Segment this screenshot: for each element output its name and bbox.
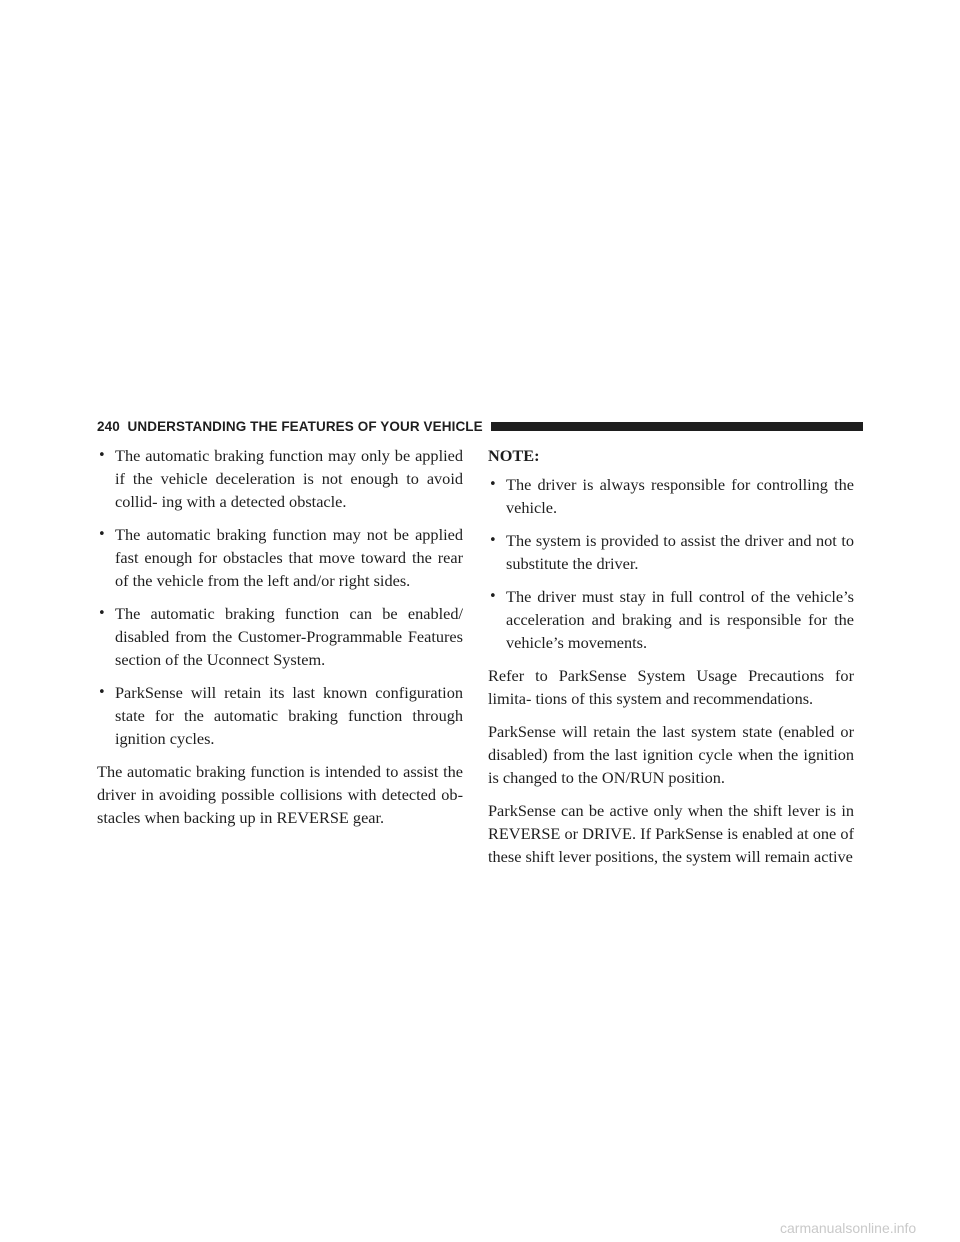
bullet-icon: • <box>489 589 497 604</box>
list-item <box>97 681 463 750</box>
left-column <box>97 444 463 839</box>
page-header-text <box>97 419 483 434</box>
header-rule <box>491 422 863 431</box>
bullet-icon: • <box>489 533 497 548</box>
bullet-icon: • <box>98 527 106 542</box>
section-title: UNDERSTANDING THE FEATURES OF YOUR VEHICLE <box>127 418 483 434</box>
page-header <box>97 417 863 435</box>
left-bullet-list <box>97 444 463 750</box>
body-paragraph: ParkSense can be active only when the shift lever is in REVERSE or DRIVE. If ParkSense is enabled at one of these shift lever positions, the system will remain active <box>488 801 854 866</box>
list-item-text: The system is provided to assist the driver and not to substitute the driver. <box>506 531 854 573</box>
list-item-text: The driver is always responsible for controlling the vehicle. <box>506 475 854 517</box>
list-item-text: The automatic braking function may only be applied if the vehicle deceleration is not enough to avoid collid- ing with a detected obstacle. <box>115 446 463 511</box>
body-paragraph: The automatic braking function is intended to assist the driver in avoiding possible collisions with detected ob- stacles when backing up in REVERSE gear. <box>97 762 463 827</box>
list-item <box>97 444 463 513</box>
bullet-icon: • <box>98 685 106 700</box>
watermark-text: carmanualsonline.info <box>780 1220 917 1236</box>
list-item-text: The automatic braking function can be enabled/ disabled from the Customer-Programmable Features section of the Uconnect System. <box>115 604 463 669</box>
bullet-icon: • <box>98 606 106 621</box>
list-item <box>488 529 854 575</box>
list-item <box>488 585 854 654</box>
note-label: NOTE: <box>488 446 540 465</box>
page-number: 240 <box>97 418 120 434</box>
list-item-text: The automatic braking function may not be applied fast enough for obstacles that move toward the rear of the vehicle from the left and/or right sides. <box>115 525 463 590</box>
list-item-text: The driver must stay in full control of the vehicle’s acceleration and braking and is responsible for the vehicle’s movements. <box>506 587 854 652</box>
list-item <box>97 523 463 592</box>
list-item <box>97 602 463 671</box>
note-bullet-list <box>488 473 854 654</box>
list-item-text: ParkSense will retain its last known configuration state for the automatic braking function through ignition cycles. <box>115 683 463 748</box>
body-paragraph: ParkSense will retain the last system state (enabled or disabled) from the last ignition cycle when the ignition is changed to the ON/RUN position. <box>488 722 854 787</box>
list-item <box>488 473 854 519</box>
right-column <box>488 444 854 878</box>
body-paragraph: Refer to ParkSense System Usage Precautions for limita- tions of this system and recommendations. <box>488 666 854 708</box>
bullet-icon: • <box>98 448 106 463</box>
bullet-icon: • <box>489 477 497 492</box>
